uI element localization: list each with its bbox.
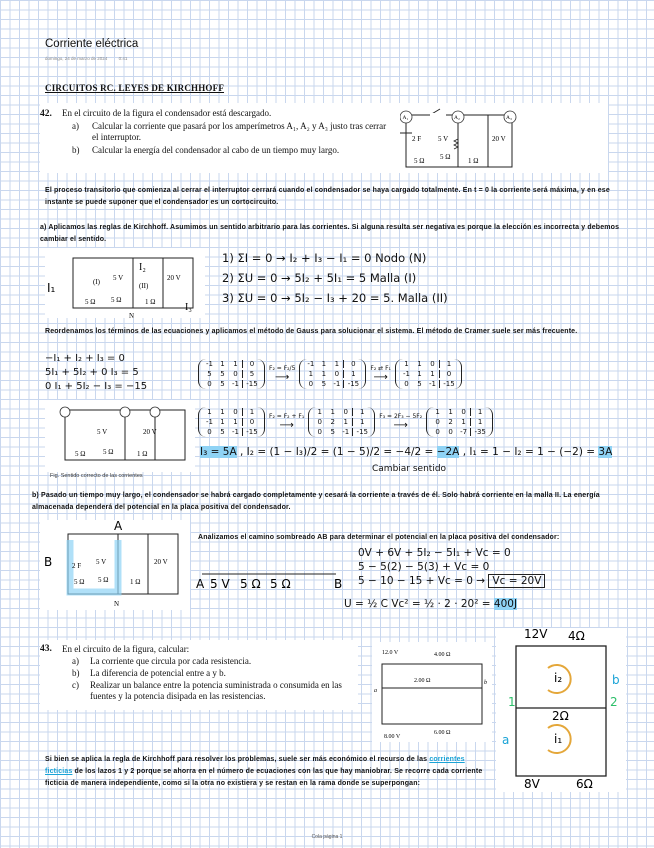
matrix-cell: 0 bbox=[207, 428, 212, 436]
matrix-cell: 0 bbox=[435, 418, 440, 426]
cd-r3: 1 Ω bbox=[137, 450, 148, 458]
matrix-cell: 0 bbox=[461, 408, 466, 416]
part-b-circuit bbox=[40, 520, 190, 610]
equation-3: 3) ΣU = 0 → 5I₂ − I₃ + 20 = 5. Malla (II) bbox=[222, 291, 448, 305]
matrix-cell: -15 bbox=[443, 380, 455, 388]
row-op-2: F₂ ⇄ F₁ ⟶ bbox=[370, 365, 391, 383]
problem-43 bbox=[40, 640, 358, 710]
matrix-6 bbox=[426, 407, 493, 437]
page-meta bbox=[45, 56, 137, 61]
part-b-eq-3: 5 − 10 − 15 + Vc = 0 → bbox=[358, 575, 486, 587]
tip-highlight: corrientes ficticias bbox=[45, 756, 465, 775]
problem-42-number: 42. bbox=[40, 109, 52, 119]
matrix-cell: -1 bbox=[206, 360, 213, 368]
hand-point-b: b bbox=[612, 673, 620, 687]
note-kirchhoff-tip bbox=[45, 754, 485, 790]
matrix-cell: 1 bbox=[233, 360, 238, 368]
matrix-cell: 5 bbox=[321, 380, 327, 388]
energy-value: 400J bbox=[493, 598, 518, 610]
part-a-i1-label: I₁ bbox=[47, 281, 56, 295]
problem-42-intro: En el circuito de la figura el condensador está descargado. bbox=[62, 108, 272, 118]
tip-part-2: de los lazos 1 y 2 porque se ahorra en el número de ecuaciones con las que hay maniobrar. Se recorre cada corriente ficticia de manera independiente, como si la otra no existiera y se restan en la rama donde se superpongan: bbox=[45, 768, 483, 787]
p43-b: b bbox=[484, 680, 487, 686]
matrix-cell: 0 bbox=[435, 428, 440, 436]
hand-node-2: 2 bbox=[610, 695, 618, 709]
matrix-cell: 1 bbox=[220, 418, 225, 426]
matrices-row-1 bbox=[196, 350, 636, 398]
matrix-cell: -7 bbox=[460, 428, 468, 436]
matrix-cell: 1 bbox=[308, 370, 314, 378]
ammeter-a2-label: A₂ bbox=[454, 115, 460, 121]
part-a-r3: 1 Ω bbox=[145, 298, 156, 306]
ab-path-a: A bbox=[196, 577, 205, 591]
correct-direction-circuit bbox=[45, 400, 195, 472]
part-a-circuit bbox=[45, 248, 205, 318]
point-b-label: B bbox=[44, 555, 53, 569]
matrix-cell: 0 bbox=[233, 408, 238, 416]
matrix-cell: -15 bbox=[356, 428, 368, 436]
matrix-cell: 5 bbox=[220, 380, 225, 388]
v1-label: 5 V bbox=[438, 135, 449, 143]
problem-43-hand-circuit bbox=[496, 628, 626, 792]
part-a-v2: 20 V bbox=[167, 274, 181, 282]
matrix-cell: 5 bbox=[330, 428, 335, 436]
point-a-label: A bbox=[114, 520, 123, 533]
matrix-cell: 1 bbox=[360, 418, 365, 426]
problem-43-a-text: La corriente que circula por cada resistencia. bbox=[90, 656, 252, 666]
part-b-vc: Vc = 20V bbox=[488, 574, 545, 588]
cd-r2: 5 Ω bbox=[103, 448, 114, 456]
energy-line bbox=[344, 598, 517, 610]
pb-r2: 5 Ω bbox=[98, 576, 109, 584]
part-b-eq-2: 5 − 5(2) − 5(3) + Vc = 0 bbox=[358, 561, 490, 573]
part-a-node-n: N bbox=[129, 312, 135, 318]
page-time: 0:41 bbox=[118, 56, 128, 61]
hand-v1: 12V bbox=[524, 628, 548, 641]
note-reorder: Reordenamos los términos de las ecuaciones y aplicamos el método de Gauss para solucionar el sistema. El método de Cramer suele ser más frecuente. bbox=[45, 328, 578, 335]
matrix-cell: 2 bbox=[330, 418, 335, 426]
ammeter-a1-label: A₁ bbox=[402, 115, 409, 121]
matrix-cell: 0 bbox=[334, 370, 340, 378]
matrix-cell: -1 bbox=[428, 380, 436, 388]
section-heading: CIRCUITOS RC. LEYES DE KIRCHHOFF bbox=[45, 83, 225, 93]
matrix-cell: 0 bbox=[351, 360, 356, 368]
hand-r3: 6Ω bbox=[576, 777, 593, 791]
cd-r1: 5 Ω bbox=[75, 450, 86, 458]
ab-path-b: B bbox=[334, 577, 343, 591]
part-a-r1: 5 Ω bbox=[85, 298, 96, 306]
matrix-cell: 1 bbox=[220, 360, 225, 368]
r3-label: 1 Ω bbox=[468, 157, 479, 165]
row-op-4: F₃ = 2F₃ − 5F₂ ⟶ bbox=[379, 413, 423, 431]
linear-system bbox=[45, 352, 147, 394]
system-eq-1: −I₁ + I₂ + I₃ = 0 bbox=[45, 353, 125, 364]
result-i2: −2A bbox=[436, 446, 460, 458]
problem-42-b-text: Calcular la energía del condensador al cabo de un tiempo muy largo. bbox=[92, 145, 340, 155]
matrix-cell: 1 bbox=[343, 418, 348, 426]
p43-r2: 2.00 Ω bbox=[414, 678, 431, 684]
cap-label: 2 F bbox=[412, 135, 422, 143]
ab-path-r2: 5 Ω bbox=[270, 577, 291, 591]
matrix-2 bbox=[299, 359, 366, 389]
cd-v1: 5 V bbox=[97, 428, 108, 436]
result-i3: I₃ = 5A bbox=[200, 446, 237, 458]
matrix-cell: 1 bbox=[351, 370, 356, 378]
matrix-cell: 1 bbox=[404, 360, 409, 368]
problem-43-c-label: c) bbox=[72, 680, 79, 690]
matrix-cell: -1 bbox=[232, 428, 239, 436]
matrix-cell: -1 bbox=[232, 380, 239, 388]
matrix-cell: -15 bbox=[246, 428, 258, 436]
matrix-cell: 1 bbox=[477, 418, 483, 426]
page-footer: Cola página 1 bbox=[311, 834, 343, 840]
matrix-cell: -15 bbox=[246, 380, 258, 388]
matrix-cell: 1 bbox=[448, 408, 453, 416]
problem-43-a-label: a) bbox=[72, 656, 79, 666]
system-eq-3: 0 I₁ + 5I₂ − I₃ = −15 bbox=[45, 381, 148, 392]
v2-label: 20 V bbox=[492, 135, 506, 143]
matrix-4 bbox=[198, 407, 265, 437]
problem-43-c-text: Realizar un balance entre la potencia suministrada o consumida en las fuentes y la potencia disipada en las resistencias. bbox=[90, 680, 342, 701]
pb-r3: 1 Ω bbox=[130, 578, 141, 586]
r1-label: 5 Ω bbox=[414, 157, 425, 165]
part-a-mesh1: (I) bbox=[93, 278, 100, 286]
equation-2: 2) ΣU = 0 → 5I₂ + 5I₁ = 5 Malla (I) bbox=[222, 271, 417, 285]
pb-cap: 2 F bbox=[72, 562, 82, 570]
part-b-eq-1: 0V + 6V + 5I₂ − 5I₁ + Vc = 0 bbox=[358, 547, 511, 559]
hand-r2: 2Ω bbox=[552, 709, 569, 723]
matrix-cell: -1 bbox=[333, 380, 341, 388]
matrix-cell: -35 bbox=[474, 428, 486, 436]
matrix-cell: 0 bbox=[233, 370, 238, 378]
part-a-i3-label: I₃ bbox=[185, 302, 192, 313]
problem-43-b-text: La diferencia de potencial entre a y b. bbox=[90, 668, 226, 678]
note-part-a: a) Aplicamos las reglas de Kirchhoff. Asumimos un sentido arbitrario para las corrientes. Si alguna resulta ser negativa es porque la elección es incorrecta y debemos cambiar el sentido. bbox=[40, 224, 620, 243]
hand-r1: 4Ω bbox=[568, 629, 585, 643]
matrix-cell: 1 bbox=[417, 370, 422, 378]
ammeter-a3-label: A₃ bbox=[506, 115, 512, 121]
matrix-cell: -1 bbox=[307, 360, 315, 368]
matrix-cell: 1 bbox=[249, 408, 255, 416]
ab-path-r1: 5 Ω bbox=[240, 577, 261, 591]
pb-v2: 20 V bbox=[154, 558, 168, 566]
result-i1-expr: , I₁ = 1 − I₂ = 1 − (−2) = bbox=[462, 446, 596, 458]
hand-point-a: a bbox=[502, 733, 510, 747]
matrix-cell: 1 bbox=[477, 408, 483, 416]
hand-node-1: 1 bbox=[508, 695, 516, 709]
matrix-cell: 1 bbox=[220, 408, 225, 416]
matrix-cell: 1 bbox=[330, 408, 335, 416]
matrix-cell: 1 bbox=[461, 418, 466, 426]
matrix-cell: 1 bbox=[417, 360, 422, 368]
pb-r1: 5 Ω bbox=[74, 578, 85, 586]
problem-43-b-label: b) bbox=[72, 668, 80, 678]
hand-v2: 8V bbox=[524, 777, 540, 791]
note-transitorio: El proceso transitorio que comienza al cerrar el interruptor cerrará cuando el condensador se haya cargado totalmente. En t = 0 la corriente será máxima, y en ese instante se puede suponer que el condensador es un cortocircuito. bbox=[45, 187, 610, 206]
part-a-mesh2: (II) bbox=[139, 282, 149, 290]
p43-r1: 4.00 Ω bbox=[434, 652, 451, 658]
pb-node-n: N bbox=[114, 600, 120, 608]
equations-block bbox=[222, 248, 448, 308]
matrix-cell: 1 bbox=[321, 360, 327, 368]
cd-v2: 20 V bbox=[143, 428, 157, 436]
row-op-1: F₂ = F₂/5 ⟶ bbox=[269, 365, 296, 383]
ab-path-sketch bbox=[196, 548, 346, 593]
page-date: domingo, 24 de marzo de 2024 bbox=[45, 56, 108, 61]
matrix-cell: 0 bbox=[317, 428, 322, 436]
matrix-1 bbox=[198, 359, 265, 389]
p43-r3: 6.00 Ω bbox=[434, 730, 451, 736]
matrix-cell: 0 bbox=[343, 408, 348, 416]
part-a-r2: 5 Ω bbox=[111, 296, 122, 304]
r2-label: 5 Ω bbox=[440, 153, 451, 161]
matrix-cell: 0 bbox=[448, 428, 453, 436]
matrix-cell: 0 bbox=[207, 380, 212, 388]
problem-42-b-label: b) bbox=[72, 145, 80, 155]
results-line bbox=[200, 446, 612, 458]
matrix-cell: 5 bbox=[220, 428, 225, 436]
row-op-3: F₂ = F₂ + F₁ ⟶ bbox=[269, 413, 305, 431]
matrix-cell: 1 bbox=[435, 408, 440, 416]
matrix-cell: 0 bbox=[308, 380, 314, 388]
part-a-v1: 5 V bbox=[113, 274, 124, 282]
hand-i1: i₁ bbox=[554, 732, 563, 746]
matrix-cell: 0 bbox=[249, 418, 255, 426]
p43-v2: 8.00 V bbox=[384, 734, 401, 740]
problem-43-number: 43. bbox=[40, 644, 52, 654]
matrix-cell: -15 bbox=[347, 380, 360, 388]
p43-a: a bbox=[374, 688, 377, 694]
pb-v1: 5 V bbox=[96, 558, 107, 566]
result-i1: 3A bbox=[598, 446, 613, 458]
change-direction-note: Cambiar sentido bbox=[372, 464, 447, 474]
matrix-cell: 1 bbox=[360, 408, 365, 416]
part-b-equations bbox=[358, 546, 545, 588]
equation-1: 1) ΣI = 0 → I₂ + I₃ − I₁ = 0 Nodo (N) bbox=[222, 251, 427, 265]
matrix-cell: 0 bbox=[446, 370, 452, 378]
matrix-cell: 0 bbox=[404, 380, 409, 388]
problem-42-a-label: a) bbox=[72, 121, 79, 131]
matrix-cell: 1 bbox=[446, 360, 452, 368]
matrix-cell: 1 bbox=[321, 370, 327, 378]
matrix-3 bbox=[395, 359, 462, 389]
matrix-cell: 1 bbox=[317, 408, 322, 416]
matrix-cell: 5 bbox=[220, 370, 225, 378]
problem-42-a-text: Calcular la corriente que pasará por los amperímetros A₁, A₂ y A₃ justo tras cerrar el interruptor. bbox=[92, 121, 387, 142]
tip-part-1: Si bien se aplica la regla de Kirchhoff para resolver los problemas, suele ser más económico el recurso de las bbox=[45, 756, 428, 763]
problem-42-circuit bbox=[400, 103, 520, 171]
matrix-cell: 5 bbox=[417, 380, 422, 388]
problem-42 bbox=[40, 103, 608, 173]
part-a-i2-label: I₂ bbox=[139, 262, 146, 273]
p43-v1: 12.0 V bbox=[382, 650, 399, 656]
matrix-cell: 0 bbox=[249, 360, 255, 368]
hand-i2: i₂ bbox=[554, 671, 563, 685]
matrix-cell: 1 bbox=[233, 418, 238, 426]
result-i2-expr: , I₂ = (1 − I₃)/2 = (1 − 5)/2 = −4/2 = bbox=[240, 446, 434, 458]
problem-43-intro: En el circuito de la figura, calcular: bbox=[62, 644, 190, 654]
ab-path-v: 5 V bbox=[210, 577, 230, 591]
problem-43-circuit bbox=[372, 642, 492, 742]
matrix-cell: 1 bbox=[207, 408, 212, 416]
matrix-cell: 0 bbox=[430, 360, 435, 368]
matrix-cell: 1 bbox=[334, 360, 340, 368]
page-title: Corriente eléctrica bbox=[45, 38, 139, 50]
figure-caption: Fig. Sentido correcto de las corrientes bbox=[50, 473, 143, 479]
matrix-5 bbox=[308, 407, 375, 437]
matrix-cell: -1 bbox=[206, 418, 213, 426]
matrix-cell: -1 bbox=[342, 428, 350, 436]
system-eq-2: 5I₁ + 5I₂ + 0 I₃ = 5 bbox=[45, 367, 139, 378]
matrix-cell: 1 bbox=[430, 370, 435, 378]
matrix-cell: 0 bbox=[317, 418, 322, 426]
matrix-cell: 5 bbox=[249, 370, 255, 378]
matrix-cell: 5 bbox=[207, 370, 212, 378]
matrix-cell: -1 bbox=[402, 370, 410, 378]
note-analyze: Analizamos el camino sombreado AB para determinar el potencial en la placa positiva del condensador: bbox=[198, 534, 560, 541]
matrix-cell: 2 bbox=[448, 418, 453, 426]
matrices-row-2 bbox=[196, 398, 636, 446]
energy-expr: U = ½ C Vc² = ½ · 2 · 20² = bbox=[344, 598, 491, 610]
note-part-b: b) Pasado un tiempo muy largo, el condensador se habrá cargado completamente y cesará la corriente a través de él. Solo habrá corriente en la malla II. La energía almacenada dependerá del potencial en la placa positiva del condensador. bbox=[32, 492, 600, 511]
